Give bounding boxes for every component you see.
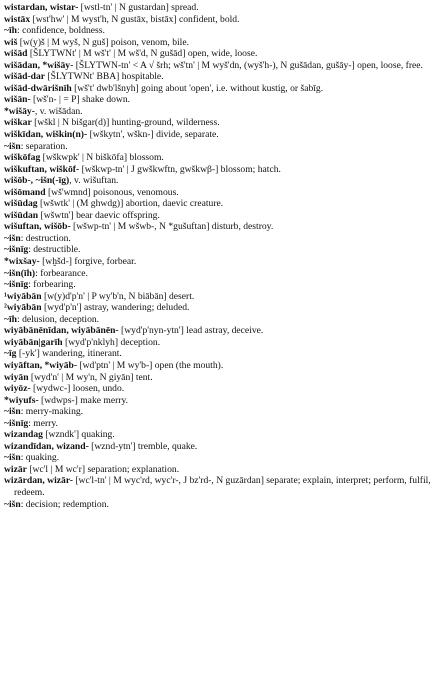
dictionary-entry — [4, 429, 432, 441]
entry-definition: [wškwp-tn' | J gwškwftn, gwškwβ-] blossom; hatch. — [79, 163, 281, 175]
entry-definition: [w(y)š | M wyš, N guš] poison, venom, bile. — [17, 36, 189, 48]
entry-headword: wiš — [4, 36, 18, 48]
dictionary-entry — [4, 71, 432, 83]
dictionary-entry — [4, 94, 432, 106]
entry-headword: wiškīdan, wiškin(n)- — [4, 129, 88, 141]
entry-headword: wišān- — [4, 94, 31, 106]
dictionary-entry — [4, 164, 432, 176]
entry-definition: : decision; redemption. — [20, 498, 109, 510]
entry-headword: wišōb-, ~išn(-īg) — [4, 175, 70, 187]
dictionary-entry — [4, 175, 432, 187]
entry-definition: [ŠLYTWN-tn' < A √ šrh; wš'tn' | M wyš'dn, (wyš'h-), N gušādan, gušāy-] open, loose, free. — [73, 59, 423, 71]
entry-definition: : separation. — [20, 140, 68, 152]
entry-headword: ~išn — [4, 498, 21, 510]
entry-headword: ~išn(īh) — [4, 267, 36, 279]
entry-headword: wišuftan, wišōb- — [4, 221, 71, 233]
entry-definition: [ŠLYTWNt' BBA] hospitable. — [45, 71, 164, 83]
entry-definition: [-yk'] wandering, itinerant. — [16, 348, 122, 360]
entry-headword: ~išnīg — [4, 279, 29, 291]
dictionary-entry — [4, 198, 432, 210]
entry-headword: wiškar — [4, 117, 32, 129]
entry-headword: wizār — [4, 463, 27, 475]
entry-definition: [wc'l-tn' | M wyc'rd, wyc'r-, J bz'rd-, N guzārdan] separate; explain, interpret; perform, fulfil, redeem. — [14, 475, 431, 498]
entry-headword: ~išn — [4, 232, 21, 244]
dictionary-entry — [4, 268, 432, 280]
dictionary-entry — [4, 129, 432, 141]
dictionary-entry — [4, 2, 432, 14]
entry-headword: wiyāftan, *wiyāb- — [4, 359, 78, 371]
dictionary-entry — [4, 314, 432, 326]
entry-definition: : destruction. — [20, 232, 71, 244]
entry-headword: wiyābān|garīh — [4, 336, 63, 348]
entry-definition: [wydwc-] loosen, undo. — [30, 383, 125, 395]
entry-headword: wistardan, wistar- — [4, 2, 79, 13]
dictionary-entry — [4, 360, 432, 372]
entry-headword: *wišāy- — [4, 105, 35, 117]
entry-definition: [wḫšd-] forgive, forbear. — [39, 256, 137, 268]
entry-definition: [wyd'p'nklyh] deception. — [62, 336, 161, 348]
entry-definition: [wš'n- | = P] shake down. — [30, 94, 131, 106]
dictionary-entry — [4, 141, 432, 153]
dictionary-entry — [4, 418, 432, 430]
entry-definition: [wzndk'] quaking. — [42, 429, 115, 441]
dictionary-entry — [4, 244, 432, 256]
dictionary-entry — [4, 106, 432, 118]
entry-headword: wistāx — [4, 13, 31, 25]
entry-headword: wiyābānēnīdan, wiyābānēn- — [4, 325, 119, 337]
entry-definition: [wš'wmnd] poisonous, venomous. — [45, 186, 179, 198]
entry-definition: : merry. — [28, 417, 58, 429]
dictionary-entry — [4, 302, 432, 314]
entry-definition: : forbearing. — [28, 279, 76, 291]
dictionary-entry — [4, 406, 432, 418]
entry-headword: ~īh — [4, 25, 17, 37]
entry-headword: ~išnīg — [4, 244, 29, 256]
dictionary-entry — [4, 233, 432, 245]
entry-headword: wišūdag — [4, 198, 38, 210]
entry-definition: [wd'ptn' | M wy'b-] open (the mouth). — [77, 359, 224, 371]
entry-headword: wiyōz- — [4, 383, 31, 395]
dictionary-entry — [4, 221, 432, 233]
entry-definition: : merry-making. — [20, 406, 84, 418]
entry-headword: *wiyufs- — [4, 394, 39, 406]
dictionary-entry — [4, 117, 432, 129]
dictionary-entry — [4, 60, 432, 72]
entry-definition: : confidence, boldness. — [17, 25, 105, 37]
dictionary-entry — [4, 37, 432, 49]
entry-headword: ~īh — [4, 313, 17, 325]
dictionary-entry — [4, 279, 432, 291]
dictionary-entry — [4, 83, 432, 95]
entry-definition: [wyd'n' | M wy'n, N giyān] tent. — [28, 371, 153, 383]
dictionary-entry — [4, 464, 432, 476]
dictionary-entry — [4, 291, 432, 303]
entry-definition: [wškytn', wškn-] divide, separate. — [87, 129, 219, 141]
entry-definition: [wšwtk' | (M ghwdg)] abortion, daevic creature. — [37, 198, 224, 210]
entry-definition: : destructible. — [28, 244, 81, 256]
entry-definition: [wš't' dwb'lšnyh] going about 'open', i.e. without kustig, or šabīg. — [71, 82, 324, 94]
entry-definition: , v. wišuftan. — [69, 175, 119, 187]
entry-definition: , v. wišādan. — [34, 105, 83, 117]
entry-definition: [wc'l | M wc'r] separation; explanation. — [26, 463, 180, 475]
entry-definition: [ŠLYTWNt' | M wš't' | M wš'd, N gušād] open, wide, loose. — [27, 48, 258, 60]
entry-definition: [wyd'p'nyn-ytn'] lead astray, deceive. — [118, 325, 264, 337]
entry-headword: wiškuftan, wiškōf- — [4, 163, 80, 175]
dictionary-entry — [4, 325, 432, 337]
dictionary-entry — [4, 452, 432, 464]
entry-definition: [wznd-ytn'] tremble, quake. — [88, 440, 198, 452]
entry-headword: wišād-dar — [4, 71, 46, 83]
entry-headword: wiyān — [4, 371, 29, 383]
dictionary-entry — [4, 48, 432, 60]
entry-definition: [wyd'p'n'] astray, wandering; deluded. — [41, 302, 190, 314]
dictionary-entry — [4, 187, 432, 199]
entry-headword: ~išn — [4, 140, 21, 152]
entry-headword: ~išn — [4, 406, 21, 418]
entry-definition: : quaking. — [20, 452, 60, 464]
entry-headword: ¹wiyābān — [4, 290, 42, 302]
dictionary-entry — [4, 14, 432, 26]
entry-definition: [wstl-tn' | N gustardan] spread. — [78, 2, 199, 13]
entry-headword: ~īg — [4, 348, 17, 360]
entry-definition: [wdwps-] make merry. — [38, 394, 129, 406]
dictionary-entry — [4, 152, 432, 164]
entry-headword: ~išnīg — [4, 417, 29, 429]
entry-headword: wišōmand — [4, 186, 46, 198]
dictionary-entry — [4, 475, 432, 498]
entry-definition: [wšwp-tn' | M wšwb-, N *gušuftan] disturb, destroy. — [70, 221, 274, 233]
entry-headword: wišūdan — [4, 209, 39, 221]
dictionary-entry — [4, 499, 432, 511]
entry-headword: ~išn — [4, 452, 21, 464]
entry-definition: [w(y)d'p'n' | P wy'b'n, N biābān] desert. — [41, 290, 195, 302]
entry-definition: [wst'hw' | M wyst'h, N gustāx, bistāx] confident, bold. — [30, 13, 240, 25]
entry-headword: ²wiyābān — [4, 302, 42, 314]
entry-definition: [wšwtn'] bear daevic offspring. — [38, 209, 160, 221]
dictionary-entry — [4, 395, 432, 407]
entry-headword: wišādan, *wišāy- — [4, 59, 74, 71]
entry-definition: [wškl | N bišgar(d)] hunting-ground, wilderness. — [31, 117, 220, 129]
entry-headword: wizārdan, wizār- — [4, 475, 73, 487]
dictionary-entry — [4, 256, 432, 268]
entry-headword: wizandīdan, wizand- — [4, 440, 89, 452]
entry-headword: wišād-dwārišnīh — [4, 82, 72, 94]
dictionary-entry — [4, 348, 432, 360]
dictionary-entry — [4, 383, 432, 395]
dictionary-entry — [4, 337, 432, 349]
entry-headword: *wixšay- — [4, 256, 40, 268]
dictionary-entry — [4, 441, 432, 453]
dictionary-entry — [4, 25, 432, 37]
entry-headword: wiškōfag — [4, 152, 41, 164]
dictionary-entry — [4, 210, 432, 222]
dictionary-entry — [4, 372, 432, 384]
entry-headword: wišād — [4, 48, 28, 60]
entry-definition: [wškwpk' | N biškōfa] blossom. — [40, 152, 164, 164]
entry-headword: wizandag — [4, 429, 43, 441]
entry-definition: : delusion, deception. — [17, 313, 100, 325]
entry-definition: : forbearance. — [35, 267, 88, 279]
